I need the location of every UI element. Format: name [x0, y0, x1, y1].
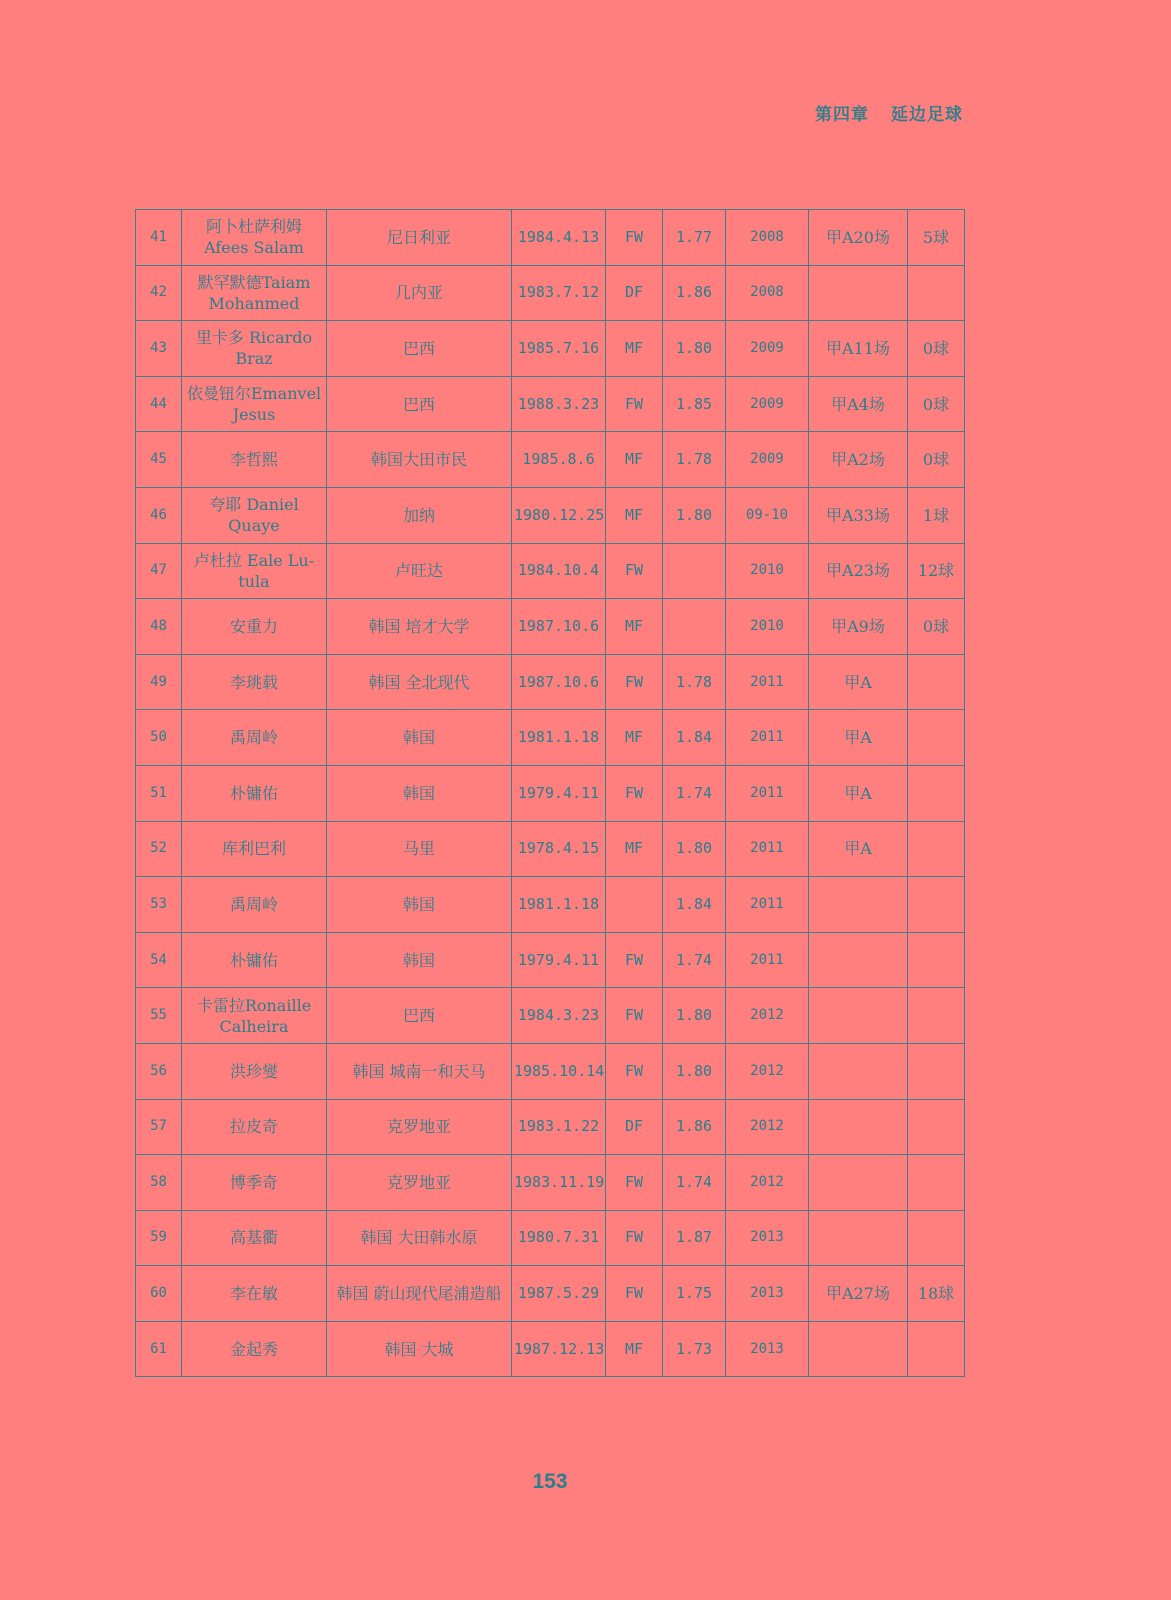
cell-player-name: 高基衢	[182, 1210, 327, 1266]
cell-height: 1.80	[663, 321, 726, 377]
cell-player-name: 卢杜拉 Eale Lu-tula	[182, 543, 327, 599]
cell-appearances	[809, 1043, 908, 1099]
cell-year: 2013	[726, 1266, 809, 1322]
cell-appearances	[809, 1099, 908, 1155]
cell-goals	[908, 1099, 965, 1155]
cell-number: 42	[136, 265, 182, 321]
cell-height: 1.86	[663, 1099, 726, 1155]
cell-number: 56	[136, 1043, 182, 1099]
cell-player-name: 卡雷拉Ronaille Calheira	[182, 988, 327, 1044]
cell-player-name: 朴镛佑	[182, 932, 327, 988]
cell-goals: 5球	[908, 210, 965, 266]
cell-appearances: 甲A9场	[809, 599, 908, 655]
cell-former-team: 克罗地亚	[327, 1099, 512, 1155]
table-row	[136, 376, 965, 432]
table-row	[136, 1155, 965, 1211]
cell-height: 1.80	[663, 1043, 726, 1099]
cell-birth-date: 1984.10.4	[512, 543, 606, 599]
cell-number: 51	[136, 765, 182, 821]
cell-position: FW	[606, 1155, 663, 1211]
cell-height	[663, 543, 726, 599]
cell-former-team: 韩国	[327, 877, 512, 933]
cell-goals: 1球	[908, 487, 965, 543]
section-label: 延边足球	[891, 105, 963, 125]
table-row	[136, 821, 965, 877]
cell-appearances: 甲A	[809, 821, 908, 877]
cell-goals	[908, 710, 965, 766]
cell-appearances	[809, 1210, 908, 1266]
cell-year: 2011	[726, 654, 809, 710]
cell-appearances: 甲A	[809, 765, 908, 821]
cell-number: 47	[136, 543, 182, 599]
table-row	[136, 1099, 965, 1155]
cell-position: MF	[606, 599, 663, 655]
cell-height: 1.78	[663, 432, 726, 488]
cell-height: 1.84	[663, 877, 726, 933]
cell-height: 1.78	[663, 654, 726, 710]
cell-year: 2011	[726, 932, 809, 988]
cell-former-team: 韩国 城南一和天马	[327, 1043, 512, 1099]
cell-birth-date: 1984.4.13	[512, 210, 606, 266]
cell-player-name: 阿卜杜萨利姆 Afees Salam	[182, 210, 327, 266]
cell-position: DF	[606, 265, 663, 321]
cell-height: 1.80	[663, 487, 726, 543]
cell-birth-date: 1980.12.25	[512, 487, 606, 543]
cell-former-team: 巴西	[327, 376, 512, 432]
cell-former-team: 克罗地亚	[327, 1155, 512, 1211]
cell-year: 2012	[726, 1155, 809, 1211]
cell-height: 1.86	[663, 265, 726, 321]
cell-player-name: 朴镛佑	[182, 765, 327, 821]
cell-year: 2009	[726, 321, 809, 377]
cell-former-team: 韩国	[327, 765, 512, 821]
cell-former-team: 尼日利亚	[327, 210, 512, 266]
cell-height: 1.74	[663, 1155, 726, 1211]
table-row	[136, 1266, 965, 1322]
cell-goals: 18球	[908, 1266, 965, 1322]
cell-position: FW	[606, 210, 663, 266]
cell-player-name: 里卡多 Ricardo Braz	[182, 321, 327, 377]
running-head	[815, 100, 963, 125]
cell-goals	[908, 265, 965, 321]
cell-position: MF	[606, 321, 663, 377]
cell-player-name: 拉皮奇	[182, 1099, 327, 1155]
cell-year: 2012	[726, 988, 809, 1044]
cell-player-name: 夸耶 Daniel Quaye	[182, 487, 327, 543]
cell-former-team: 加纳	[327, 487, 512, 543]
cell-position	[606, 877, 663, 933]
cell-height: 1.84	[663, 710, 726, 766]
cell-player-name: 库利巴利	[182, 821, 327, 877]
cell-birth-date: 1978.4.15	[512, 821, 606, 877]
cell-player-name: 博季奇	[182, 1155, 327, 1211]
cell-appearances: 甲A23场	[809, 543, 908, 599]
cell-former-team: 韩国 大城	[327, 1321, 512, 1377]
cell-goals: 0球	[908, 376, 965, 432]
cell-player-name: 金起秀	[182, 1321, 327, 1377]
cell-birth-date: 1987.10.6	[512, 654, 606, 710]
table-row	[136, 765, 965, 821]
cell-year: 2011	[726, 710, 809, 766]
cell-position: FW	[606, 543, 663, 599]
page-number: 153	[532, 1470, 568, 1493]
cell-appearances: 甲A2场	[809, 432, 908, 488]
cell-appearances	[809, 877, 908, 933]
cell-birth-date: 1987.10.6	[512, 599, 606, 655]
roster-body	[136, 210, 965, 1377]
cell-year: 2013	[726, 1321, 809, 1377]
cell-height	[663, 599, 726, 655]
table-row	[136, 321, 965, 377]
cell-birth-date: 1987.5.29	[512, 1266, 606, 1322]
cell-goals	[908, 877, 965, 933]
cell-goals: 0球	[908, 432, 965, 488]
cell-year: 2010	[726, 599, 809, 655]
table-row	[136, 1210, 965, 1266]
cell-former-team: 韩国 大田韩水原	[327, 1210, 512, 1266]
table-row	[136, 988, 965, 1044]
cell-appearances: 甲A	[809, 710, 908, 766]
cell-number: 41	[136, 210, 182, 266]
cell-year: 2011	[726, 765, 809, 821]
cell-position: MF	[606, 710, 663, 766]
cell-former-team: 韩国 培才大学	[327, 599, 512, 655]
cell-number: 43	[136, 321, 182, 377]
cell-birth-date: 1981.1.18	[512, 877, 606, 933]
cell-position: FW	[606, 1043, 663, 1099]
cell-birth-date: 1980.7.31	[512, 1210, 606, 1266]
cell-goals: 12球	[908, 543, 965, 599]
cell-goals	[908, 765, 965, 821]
cell-former-team: 卢旺达	[327, 543, 512, 599]
cell-year: 09-10	[726, 487, 809, 543]
table-row	[136, 432, 965, 488]
cell-height: 1.77	[663, 210, 726, 266]
cell-year: 2012	[726, 1043, 809, 1099]
cell-height: 1.80	[663, 988, 726, 1044]
cell-appearances	[809, 932, 908, 988]
cell-year: 2011	[726, 821, 809, 877]
cell-position: FW	[606, 654, 663, 710]
cell-goals	[908, 932, 965, 988]
chapter-label: 第四章	[815, 105, 869, 125]
cell-number: 44	[136, 376, 182, 432]
cell-number: 46	[136, 487, 182, 543]
cell-player-name: 禹周岭	[182, 877, 327, 933]
cell-number: 60	[136, 1266, 182, 1322]
cell-number: 57	[136, 1099, 182, 1155]
cell-position: FW	[606, 765, 663, 821]
cell-height: 1.73	[663, 1321, 726, 1377]
cell-former-team: 韩国 蔚山现代尾浦造船	[327, 1266, 512, 1322]
cell-year: 2011	[726, 877, 809, 933]
cell-former-team: 韩国 全北现代	[327, 654, 512, 710]
cell-birth-date: 1983.7.12	[512, 265, 606, 321]
cell-height: 1.87	[663, 1210, 726, 1266]
table-row	[136, 599, 965, 655]
cell-goals: 0球	[908, 321, 965, 377]
cell-goals	[908, 821, 965, 877]
cell-position: MF	[606, 1321, 663, 1377]
cell-birth-date: 1985.10.14	[512, 1043, 606, 1099]
cell-birth-date: 1979.4.11	[512, 765, 606, 821]
cell-appearances	[809, 1321, 908, 1377]
cell-player-name: 李在敏	[182, 1266, 327, 1322]
cell-appearances	[809, 265, 908, 321]
cell-appearances: 甲A	[809, 654, 908, 710]
cell-former-team: 巴西	[327, 321, 512, 377]
cell-year: 2008	[726, 265, 809, 321]
cell-birth-date: 1983.11.19	[512, 1155, 606, 1211]
cell-former-team: 巴西	[327, 988, 512, 1044]
cell-position: MF	[606, 487, 663, 543]
table-row	[136, 877, 965, 933]
cell-position: DF	[606, 1099, 663, 1155]
cell-birth-date: 1979.4.11	[512, 932, 606, 988]
cell-goals	[908, 1155, 965, 1211]
cell-player-name: 洪珍燮	[182, 1043, 327, 1099]
cell-player-name: 依曼钮尔Emanvel Jesus	[182, 376, 327, 432]
cell-number: 61	[136, 1321, 182, 1377]
cell-former-team: 几内亚	[327, 265, 512, 321]
cell-number: 45	[136, 432, 182, 488]
cell-height: 1.80	[663, 821, 726, 877]
cell-number: 54	[136, 932, 182, 988]
cell-number: 59	[136, 1210, 182, 1266]
cell-former-team: 韩国	[327, 710, 512, 766]
table-row	[136, 1043, 965, 1099]
cell-position: FW	[606, 1210, 663, 1266]
cell-number: 55	[136, 988, 182, 1044]
cell-goals	[908, 1210, 965, 1266]
cell-birth-date: 1987.12.13	[512, 1321, 606, 1377]
cell-player-name: 安重力	[182, 599, 327, 655]
cell-appearances: 甲A27场	[809, 1266, 908, 1322]
cell-position: FW	[606, 376, 663, 432]
cell-number: 50	[136, 710, 182, 766]
cell-year: 2012	[726, 1099, 809, 1155]
table-row	[136, 1321, 965, 1377]
cell-former-team: 韩国大田市民	[327, 432, 512, 488]
cell-goals	[908, 1321, 965, 1377]
cell-player-name: 李哲熙	[182, 432, 327, 488]
player-roster-table	[135, 209, 965, 1377]
table-row	[136, 210, 965, 266]
cell-number: 58	[136, 1155, 182, 1211]
cell-position: FW	[606, 1266, 663, 1322]
cell-birth-date: 1988.3.23	[512, 376, 606, 432]
cell-height: 1.75	[663, 1266, 726, 1322]
cell-goals	[908, 654, 965, 710]
cell-year: 2013	[726, 1210, 809, 1266]
table-row	[136, 543, 965, 599]
cell-position: FW	[606, 932, 663, 988]
cell-goals	[908, 988, 965, 1044]
cell-birth-date: 1984.3.23	[512, 988, 606, 1044]
cell-player-name: 默罕默德Taiam Mohanmed	[182, 265, 327, 321]
cell-number: 48	[136, 599, 182, 655]
cell-number: 49	[136, 654, 182, 710]
cell-appearances	[809, 1155, 908, 1211]
cell-birth-date: 1985.8.6	[512, 432, 606, 488]
cell-height: 1.74	[663, 765, 726, 821]
cell-year: 2008	[726, 210, 809, 266]
cell-birth-date: 1983.1.22	[512, 1099, 606, 1155]
cell-birth-date: 1985.7.16	[512, 321, 606, 377]
cell-height: 1.74	[663, 932, 726, 988]
table-row	[136, 487, 965, 543]
table-row	[136, 710, 965, 766]
cell-year: 2010	[726, 543, 809, 599]
cell-goals: 0球	[908, 599, 965, 655]
cell-former-team: 韩国	[327, 932, 512, 988]
cell-birth-date: 1981.1.18	[512, 710, 606, 766]
table-row	[136, 265, 965, 321]
cell-appearances: 甲A4场	[809, 376, 908, 432]
cell-height: 1.85	[663, 376, 726, 432]
cell-player-name: 禹周岭	[182, 710, 327, 766]
cell-former-team: 马里	[327, 821, 512, 877]
cell-appearances: 甲A33场	[809, 487, 908, 543]
cell-number: 52	[136, 821, 182, 877]
table-row	[136, 932, 965, 988]
cell-appearances: 甲A11场	[809, 321, 908, 377]
cell-goals	[908, 1043, 965, 1099]
table-row	[136, 654, 965, 710]
cell-position: MF	[606, 821, 663, 877]
cell-year: 2009	[726, 376, 809, 432]
cell-position: FW	[606, 988, 663, 1044]
cell-year: 2009	[726, 432, 809, 488]
cell-position: MF	[606, 432, 663, 488]
cell-player-name: 李珧载	[182, 654, 327, 710]
cell-appearances	[809, 988, 908, 1044]
cell-appearances: 甲A20场	[809, 210, 908, 266]
cell-number: 53	[136, 877, 182, 933]
